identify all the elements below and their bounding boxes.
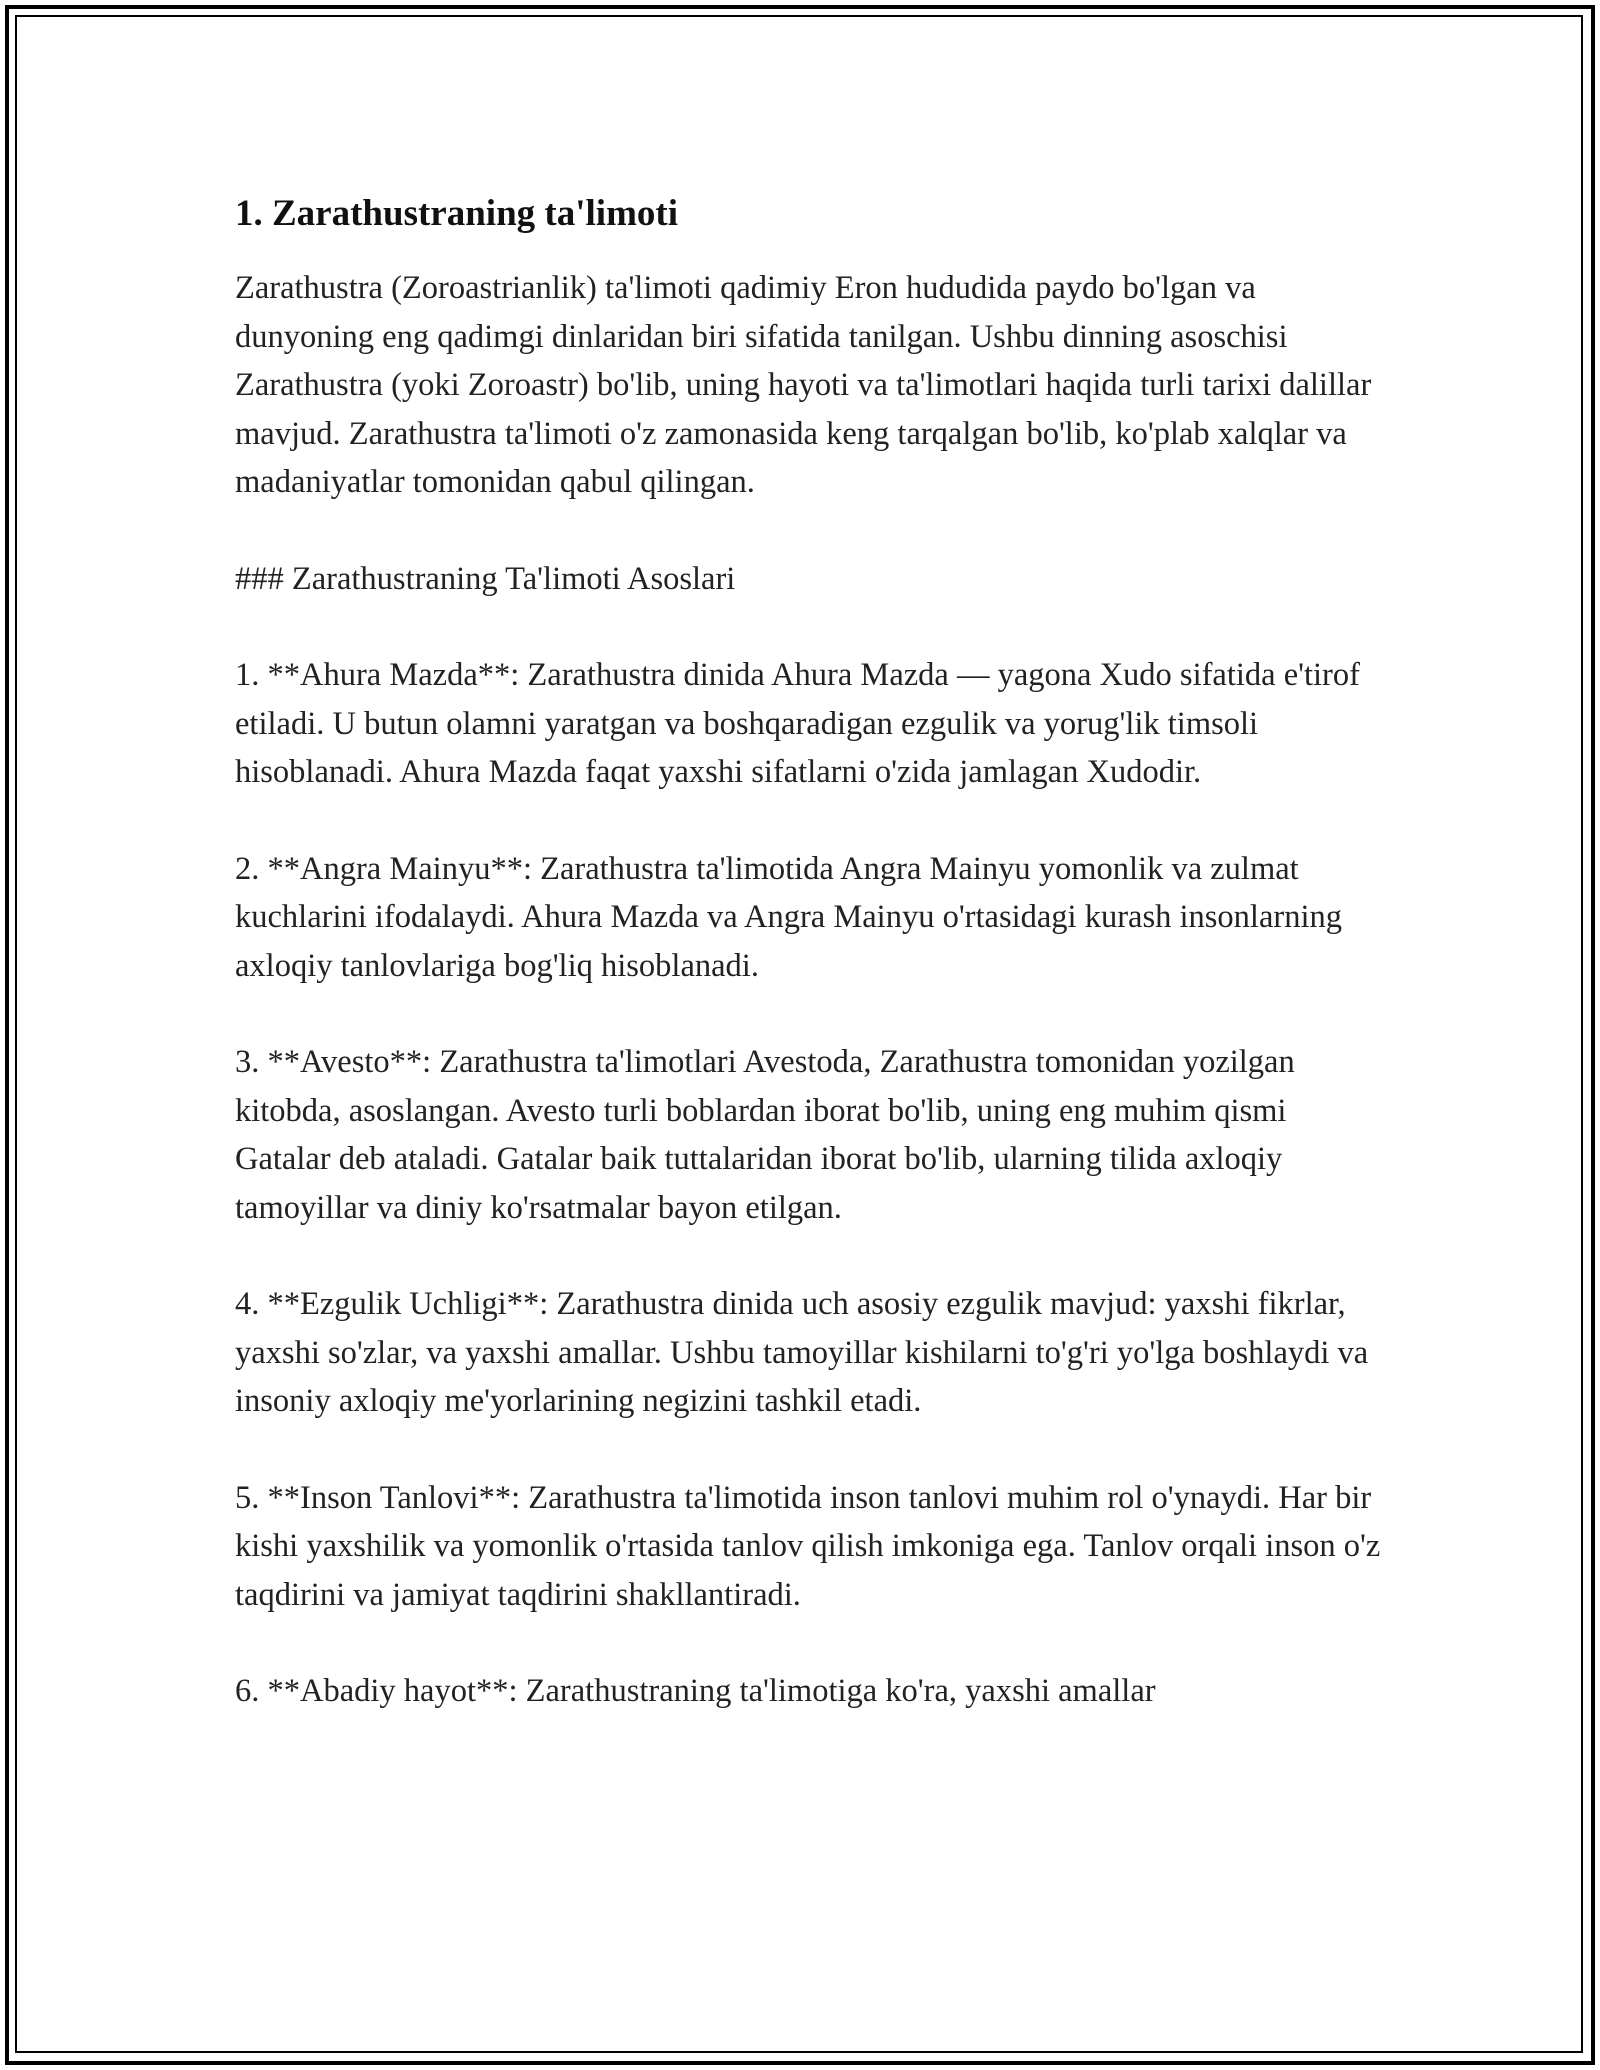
list-item-ahura-mazda: 1. **Ahura Mazda**: Zarathustra dinida Ahura Mazda — yagona Xudo sifatida e'tirof etiladi. U butun olamni yaratgan va boshqaradigan ezgulik va yorug'lik timsoli hisoblanadi. Ahura Mazda faqat yaxshi sifatlarni o'zida jamlagan Xudodir. <box>235 657 1360 790</box>
document-body <box>235 186 1385 1716</box>
document-heading: 1. Zarathustraning ta'limoti <box>235 193 678 234</box>
list-item-ezgulik-uchligi: 4. **Ezgulik Uchligi**: Zarathustra dinida uch asosiy ezgulik mavjud: yaxshi fikrlar, yaxshi so'zlar, va yaxshi amallar. Ushbu tamoyillar kishilarni to'g'ri yo'lga boshlaydi va insoniy axloqiy me'yorlarining negizini tashkil etadi. <box>235 1286 1369 1419</box>
list-item-angra-mainyu: 2. **Angra Mainyu**: Zarathustra ta'limotida Angra Mainyu yomonlik va zulmat kuchlarini ifodalaydi. Ahura Mazda va Angra Mainyu o'rtasidagi kurash insonlarning axloqiy tanlovlariga bog'liq hisoblanadi. <box>235 850 1342 984</box>
list-item-avesto: 3. **Avesto**: Zarathustra ta'limotlari Avestoda, Zarathustra tomonidan yozilgan kitobda, asoslangan. Avesto turli boblardan iborat bo'lib, uning eng muhim qismi Gatalar deb ataladi. Gatalar baik tuttalaridan iborat bo'lib, ularning tilida axloqiy tamoyillar va diniy ko'rsatmalar bayon etilgan. <box>235 1044 1295 1226</box>
intro-paragraph: Zarathustra (Zoroastrianlik) ta'limoti qadimiy Eron hududida paydo bo'lgan va dunyoning eng qadimgi dinlaridan biri sifatida tanilgan. Ushbu dinning asoschisi Zarathustra (yoki Zoroastr) bo'lib, uning hayoti va ta'limotlari haqida turli tarixi dalillar mavjud. Zarathustra ta'limoti o'z zamonasida keng tarqalgan bo'lib, ko'plab xalqlar va madaniyatlar tomonidan qabul qilingan. <box>235 270 1372 500</box>
section-subheading: ### Zarathustraning Ta'limoti Asoslari <box>235 560 736 597</box>
list-item-abadiy-hayot: 6. **Abadiy hayot**: Zarathustraning ta'limotiga ko'ra, yaxshi amallar <box>235 1673 1156 1709</box>
list-item-inson-tanlovi: 5. **Inson Tanlovi**: Zarathustra ta'limotida inson tanlovi muhim rol o'ynaydi. Har bir kishi yaxshilik va yomonlik o'rtasida tanlov qilish imkoniga ega. Tanlov orqali inson o'z taqdirini va jamiyat taqdirini shakllantiradi. <box>235 1479 1381 1613</box>
